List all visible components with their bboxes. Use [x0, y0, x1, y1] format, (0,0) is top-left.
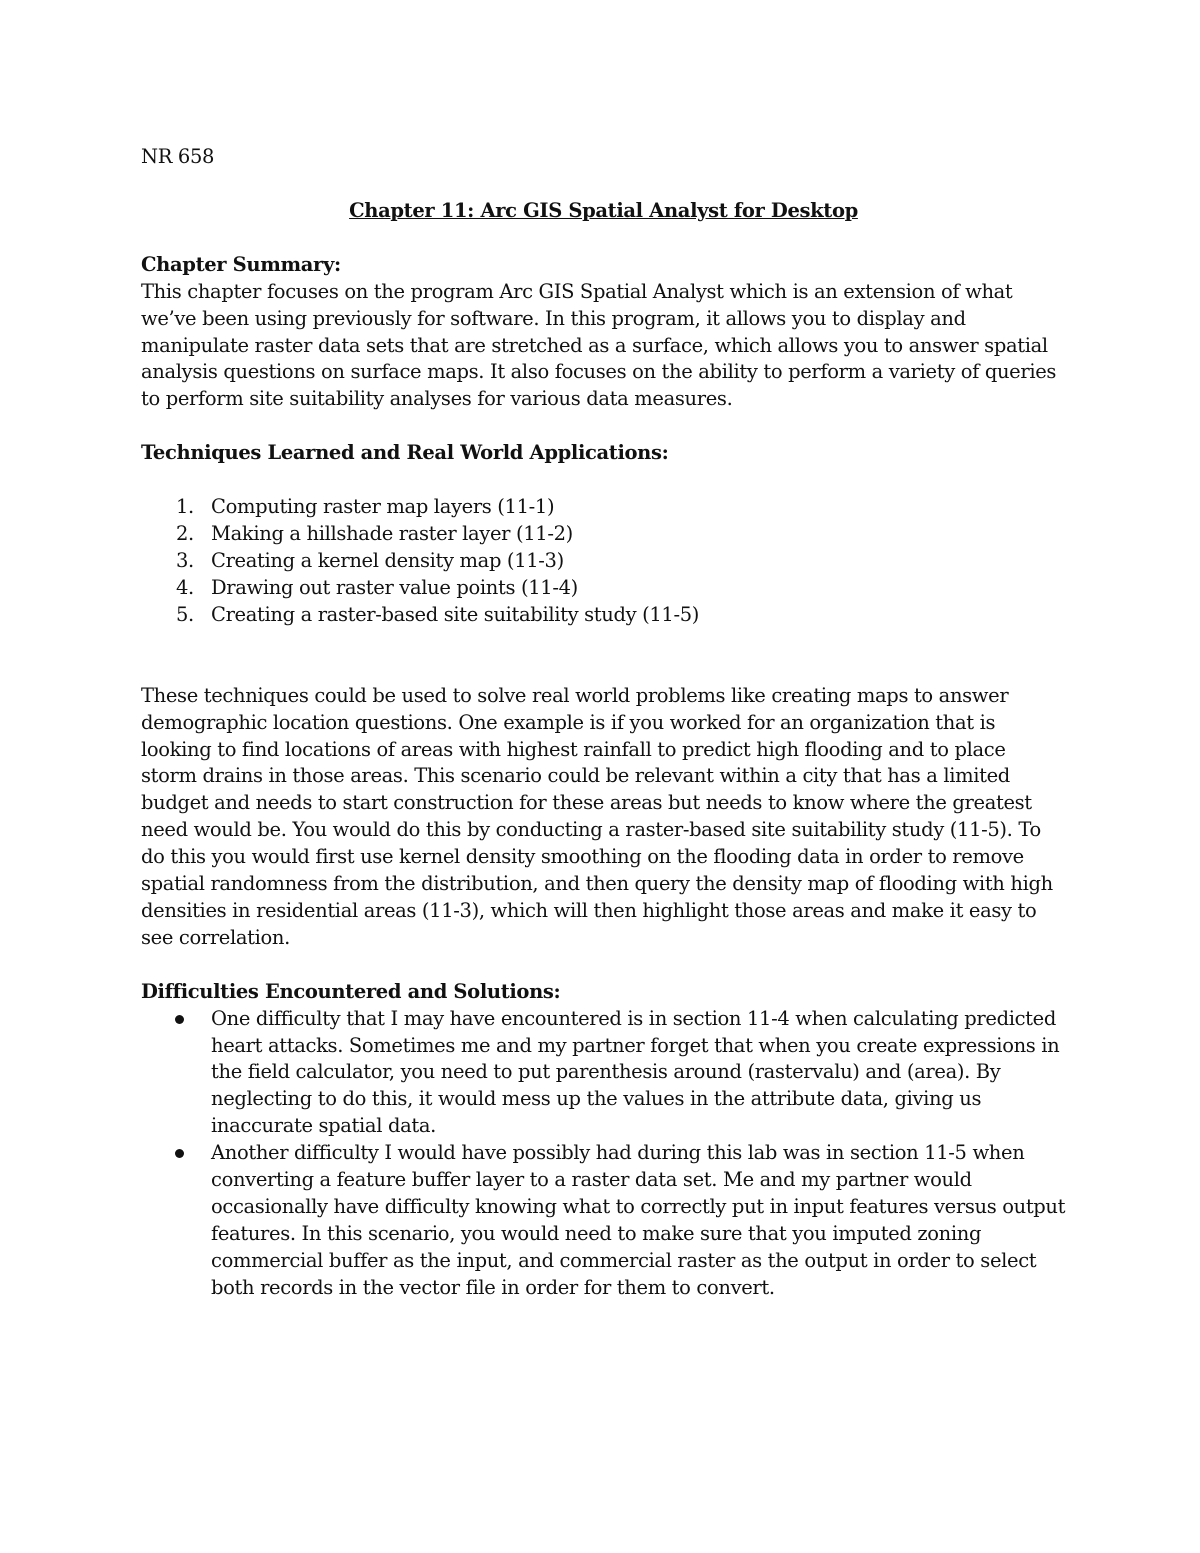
technique-text: Computing raster map layers (11-1)	[211, 495, 555, 519]
technique-text: Creating a raster-based site suitability study (11-5)	[211, 602, 700, 626]
techniques-heading: Techniques Learned and Real World Applications:	[141, 441, 669, 465]
list-number: 1.	[176, 495, 194, 519]
list-number: 4.	[176, 575, 194, 599]
technique-item	[141, 602, 1066, 629]
techniques-list	[141, 494, 1066, 629]
document-body	[141, 144, 1066, 1302]
technique-item	[141, 548, 1066, 575]
bullet-icon	[175, 1149, 184, 1158]
technique-text: Making a hillshade raster layer (11-2)	[211, 522, 573, 546]
bullet-icon	[175, 1015, 184, 1024]
list-number: 5.	[176, 602, 194, 626]
applications-paragraph: These techniques could be used to solve real world problems like creating maps to answer demographic location questions. One example is if you worked for an organization that is looking to find locations of areas with highest rainfall to predict high flooding and to place storm drains in those areas. This scenario could be relevant within a city that has a limited budget and needs to start construction for these areas but needs to know where the greatest need would be. You would do this by conducting a raster-based site suitability study (11-5). To do this you would first use kernel density smoothing on the flooding data in order to remove spatial randomness from the distribution, and then query the density map of flooding with high densities in residential areas (11-3), which will then highlight those areas and make it easy to see correlation.	[141, 683, 1053, 949]
chapter-title: Chapter 11: Arc GIS Spatial Analyst for Desktop	[349, 198, 858, 222]
difficulties-heading: Difficulties Encountered and Solutions:	[141, 979, 561, 1003]
summary-paragraph: This chapter focuses on the program Arc GIS Spatial Analyst which is an extension of what we’ve been using previously for software. In this program, it allows you to display and manipulate raster data sets that are stretched as a surface, which allows you to answer spatial analysis questions on surface maps. It also focuses on the ability to perform a variety of queries to perform site suitability analyses for various data measures.	[141, 279, 1057, 411]
list-number: 2.	[176, 522, 194, 546]
difficulties-list	[141, 1006, 1066, 1302]
difficulty-item	[141, 1006, 1066, 1141]
summary-heading: Chapter Summary:	[141, 252, 341, 276]
list-number: 3.	[176, 548, 194, 572]
technique-item	[141, 575, 1066, 602]
technique-text: Drawing out raster value points (11-4)	[211, 575, 578, 599]
difficulty-item	[141, 1140, 1066, 1301]
technique-item	[141, 521, 1066, 548]
course-code: NR 658	[141, 145, 215, 168]
technique-text: Creating a kernel density map (11-3)	[211, 548, 564, 572]
difficulty-text: One difficulty that I may have encountered is in section 11-4 when calculating predicted heart attacks. Sometimes me and my partner forget that when you create expressions in the field calculator, you need to put parenthesis around (rastervalu) and (area). By neglecting to do this, it would mess up the values in the attribute data, giving us inaccurate spatial data.	[211, 1006, 1060, 1138]
difficulty-text: Another difficulty I would have possibly had during this lab was in section 11-5 when converting a feature buffer layer to a raster data set. Me and my partner would occasionally have difficulty knowing what to correctly put in input features versus output features. In this scenario, you would need to make sure that you imputed zoning commercial buffer as the input, and commercial raster as the output in order to select both records in the vector file in order for them to convert.	[211, 1141, 1066, 1299]
technique-item	[141, 494, 1066, 521]
